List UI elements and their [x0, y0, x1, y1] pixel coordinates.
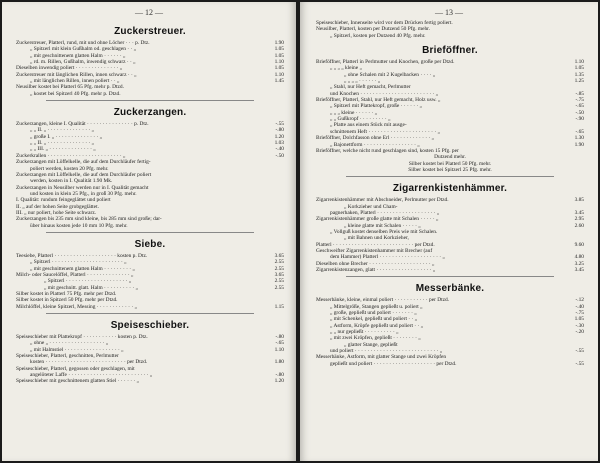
item-price: 9.60: [574, 241, 584, 248]
item-description: „ kostet bei Spitzerl 40 Pfg. mehr p. Dtzd.: [30, 90, 121, 97]
right-page: [300, 2, 598, 461]
section-divider: [346, 176, 554, 177]
item-description: „ mit zwei Kröpfen, gepließt · · · · · · · · „: [330, 335, 421, 342]
price-list-row: [316, 167, 584, 173]
item-description: angelöteter Laffe · · · · · · · · · · · · · · · · · · · · · · · · · · „: [30, 372, 153, 379]
item-description: Zuckerstreuer mit länglichen Rillen, innen schwarz · · „: [16, 71, 137, 78]
item-price: 1.15: [274, 303, 284, 310]
item-price: 1.05: [274, 46, 284, 53]
item-description: Geschweifter Zigarrenkistenhammer mit Brecher (auf: [316, 247, 433, 254]
item-price: -.80: [275, 127, 284, 134]
item-description: „ Spitzerl mit Plattekropf, große · · · · · · „: [330, 103, 422, 110]
item-price: -.55: [575, 348, 584, 355]
item-description: „ „ III. „ · · · · · · · · · · · · · · „: [30, 146, 96, 153]
item-description: Zuckerzangen, kleine I. Qualität · · · · · · · · · · · · · · · p. Dtz.: [16, 121, 149, 128]
item-description: „ „ „ „ · · · · · · „: [344, 78, 381, 85]
item-description: Zigarrenkistenhämmer mit Abschneider, Perlmutter per Dtzd.: [316, 197, 449, 204]
item-price: 3.45: [574, 267, 584, 273]
item-price: -.75: [575, 310, 584, 317]
item-description: Speiseschieber, Platterl, gegossen oder geschlagen, mit: [16, 365, 135, 372]
item-description: „ Spitzerl, kosten per Dutzend 40 Pfg. mehr.: [330, 32, 426, 39]
item-description: Speiseschieber, Innenseite wird vor dem Drücken fertig poliert.: [316, 20, 453, 26]
item-description: III. „ nur poliert, hohe Seite schwarz.: [16, 209, 97, 216]
item-price: 2.55: [274, 265, 284, 272]
price-list-row: [16, 91, 284, 97]
price-list-row: [316, 267, 584, 273]
item-price: 1.90: [274, 40, 284, 46]
item-price: 1.45: [274, 78, 284, 85]
item-description: „ glatter Stange, gepließt: [344, 341, 398, 348]
item-price: 2.60: [574, 222, 584, 229]
item-description: Silber kostet bei Spitzerl 25 Pfg. mehr.: [408, 166, 492, 173]
item-price: -.65: [575, 128, 584, 135]
item-description: gepließt und poliert · · · · · · · · · · · · · · · · · · · · per Dtzd.: [330, 360, 457, 367]
item-price: 3.65: [274, 252, 284, 259]
item-description: „ „ „ „ kleine „: [330, 65, 362, 72]
item-price: -.75: [575, 97, 584, 104]
item-description: „ Stahl, nur Heft gemacht, Perlmutter: [330, 84, 411, 91]
item-price: -.50: [275, 152, 284, 159]
item-price: 1.10: [274, 71, 284, 78]
item-description: „ „ nur gepließt · · · · · · · · · · „: [330, 329, 399, 336]
item-description: Zuckerzangen in Neusilber werden nur in I. Qualität gemacht: [16, 184, 149, 191]
item-price: 3.25: [574, 260, 584, 267]
item-description: poliert werden, kosten 20 Pfg. mehr.: [30, 165, 109, 172]
item-description: „ rd. m. Rillen, Gußhalm, inwendig schwarz · · „: [30, 59, 136, 66]
price-list-row: [16, 304, 284, 310]
item-price: -.65: [275, 340, 284, 347]
item-description: Platterl · · · · · · · · · · · · · · · · · · · · · · · · · · per Dtzd.: [316, 241, 435, 248]
item-price: -.40: [575, 303, 584, 310]
item-description: Silber kostet bei Platterl 50 Pfg. mehr.: [408, 160, 492, 167]
item-description: Silber kostet in Spitzerl 50 Pfg. mehr per Dtzd.: [16, 297, 118, 304]
item-description: Brieföffner, Platterl in Perlmutter und Knochen, große per Dtzd.: [316, 59, 455, 66]
item-description: und poliert · · · · · · · · · · · · · · · · · · · · · · · · · · · „: [330, 348, 443, 355]
item-price: -.80: [275, 334, 284, 341]
item-description: Neusilber, Platterl, kosten per Dutzend 50 Pfg. mehr.: [316, 26, 431, 33]
item-description: „ mit Schenkel, gepließt und poliert · · „: [330, 316, 417, 323]
item-price: -.12: [575, 297, 584, 304]
section-heading: Siebe.: [134, 238, 166, 250]
item-description: Milchlöffel, kleine Spitzerl, Messing · · · · · · · · · · · · „: [16, 303, 137, 310]
item-description: Brieföffner, welche nicht rund geschlagen sind, kosten 15 Pfg. per: [316, 147, 459, 154]
item-description: kosten · · · · · · · · · · · · · · · · · · · · · · · · · · per Dtzd.: [30, 359, 148, 366]
item-price: 1.80: [274, 359, 284, 366]
item-description: „ Spitzerl · · · · · · · · · · · · · · · · · · · · „: [44, 278, 132, 285]
item-price: -.85: [575, 90, 584, 97]
item-price: 3.85: [574, 197, 584, 204]
item-description: dem Hammer) Platterl · · · · · · · · · · · · · · · · · · · · „: [330, 254, 445, 261]
section-heading: Zuckerstreuer.: [114, 26, 186, 37]
page-number: — 13 —: [435, 8, 463, 17]
item-description: II. „ auf der hohen Seite grobgeglättet.: [16, 203, 99, 210]
item-description: Teesiebe, Platterl · · · · · · · · · · · · · · · · · · · · kosten p. Dtz.: [16, 252, 148, 259]
item-price: 1.30: [574, 135, 584, 142]
item-description: „ Platte aus einem Stück mit ausge-: [330, 122, 407, 129]
item-price: -.90: [575, 116, 584, 123]
item-description: Zuckerzangen mit Löffelkelle, die auf dem Durchläufer fertig-: [16, 159, 151, 166]
item-description: „ mit geschnittenem glatten Halm · · · · · · „: [30, 52, 126, 59]
item-description: Speiseschieber mit geschnittenem glatten Stiel · · · · · · „: [16, 378, 139, 385]
item-description: I. Qualität: rundum feingeglättet und poliert: [16, 197, 111, 204]
item-description: Neusilber kostet bei Platterl 65 Pfg. mehr p. Dtzd.: [16, 84, 124, 91]
item-description: „ Korkzieher und Cham-: [344, 203, 398, 210]
item-description: Zigarrenkistenzangen, glatt · · · · · · · · · · · · · · · · · · „: [316, 267, 436, 273]
item-price: 2.95: [574, 216, 584, 223]
item-price: -.80: [275, 372, 284, 379]
section-divider: [346, 276, 554, 277]
item-price: 1.05: [574, 316, 584, 323]
item-description: „ Vollguß kostet denselben Preis wie mit Schalen.: [330, 228, 438, 235]
item-description: „ „ „ kleine · · · · · · „: [330, 109, 377, 116]
item-price: 1.20: [274, 133, 284, 140]
price-list-row: [316, 361, 584, 367]
item-description: Zuckerzangen bis 235 mm sind kleine, bis 285 mm sind große; dar-: [16, 216, 162, 223]
section-divider: [46, 313, 254, 314]
item-description: „ „ II. „ · · · · · · · · · · · · · · „: [30, 127, 94, 134]
item-description: und kosten in klein 25 Pfg., in groß 30 Pfg. mehr.: [30, 190, 137, 197]
item-price: -.20: [575, 329, 584, 336]
item-description: Silber kostet in Platterl 75 Pfg. mehr per Dtzd.: [16, 291, 117, 297]
item-description: „ mit Halmstiel · · · · · · · · · · · · · · · · · · „: [30, 346, 124, 353]
item-description: „ große I. „ · · · · · · · · · · · · · · „: [30, 133, 102, 140]
item-price: 1.25: [574, 78, 584, 85]
item-description: „ kleine glatte mit Schalen · · · · · „: [344, 222, 421, 229]
item-price: 1.20: [274, 378, 284, 385]
item-description: Speiseschieber mit Plattekropf · · · · · · · · · · · kosten p. Dtz.: [16, 334, 148, 341]
item-price: 1.35: [574, 71, 584, 78]
item-price: 2.55: [274, 259, 284, 266]
item-price: 1.10: [574, 59, 584, 66]
item-price: 4.80: [574, 254, 584, 261]
item-description: Dieselben ohne Brecher · · · · · · · · · · · · · · · · · · · · „: [316, 260, 435, 267]
item-description: „ mit Bahnen und Korkzieher,: [344, 235, 409, 242]
item-price: -.55: [275, 121, 284, 128]
item-description: „ ohne „ · · · · · · · · · · · · · · · · · · „: [30, 340, 109, 347]
section-heading: Messerbänke.: [415, 283, 485, 295]
item-price: -.65: [575, 103, 584, 110]
left-page: [2, 2, 296, 461]
item-description: und Knochen · · · · · · · · · · · · · · · · · · · · · · · · „: [330, 90, 439, 97]
item-price: -.55: [575, 360, 584, 367]
item-price: 2.55: [274, 278, 284, 285]
item-price: 1.05: [274, 52, 284, 59]
item-description: schnittenem Heft · · · · · · · · · · · · · · · · · · · · · · „: [330, 128, 440, 135]
item-description: Brieföffner, Dolchfasson ohne Erl · · · · · · · · · · · · · „: [316, 135, 434, 142]
item-description: Zuckerstreuer, Platterl, rund, mit und ohne Löcher · · · p. Dtz.: [16, 40, 150, 46]
item-description: Milch- oder Saucelöffel, Platterl · · · · · · · · · · · · · · „: [16, 271, 134, 278]
item-description: Speiseschieber, Platterl, geschnitten, Perlmutter: [16, 353, 119, 360]
item-description: pagnerhaken, Platterl · · · · · · · · · · · · · · · · · · · „: [330, 209, 440, 216]
item-price: 1.05: [274, 65, 284, 72]
item-price: 1.05: [574, 65, 584, 72]
item-description: Dutzend mehr.: [434, 154, 466, 161]
item-description: Messerbänke, kleine, einmal poliert · · · · · · · · · · · per Dtzd.: [316, 297, 450, 304]
item-price: 1.10: [274, 59, 284, 66]
item-price: 3.45: [574, 209, 584, 216]
item-description: „ mit geschnittenem glatten Halm · · · · · · · · · „: [30, 265, 135, 272]
item-description: Zuckerzangen mit Löffelkelle, die auf dem Durchläufer poliert: [16, 171, 152, 178]
item-description: „ Mittelgröße, Stangen gepließt u. poliert „: [330, 303, 423, 310]
item-description: Dieselben inwendig poliert · · · · · · · · · · · · · · „: [16, 65, 123, 72]
section-heading: Zuckerzangen.: [113, 107, 187, 119]
price-list-row: [16, 378, 284, 384]
item-description: „ Spitzerl · · · · · · · · · · · · · · · · · · · · · · · „: [30, 259, 127, 266]
section-divider: [46, 100, 254, 101]
section-heading: Speiseschieber.: [110, 320, 190, 332]
page-number: — 12 —: [135, 8, 163, 17]
item-description: über hinaus kosten jede 10 mm 10 Pfg. mehr.: [30, 222, 128, 229]
item-price: -.40: [275, 146, 284, 153]
item-price: 2.55: [274, 284, 284, 291]
item-price: -.30: [575, 322, 584, 329]
item-description: „ Astform, Kröpfe gepließt und poliert · · „: [330, 322, 423, 329]
price-list-row: [16, 223, 284, 229]
item-price: 1.10: [274, 346, 284, 353]
item-description: „ mit länglichen Rillen, innen poliert · · „: [30, 78, 120, 85]
item-price: -.50: [575, 109, 584, 116]
item-description: „ „ Gußkropf · · · · · · · · · „: [330, 116, 391, 123]
item-description: „ mit geschnitt. glatt. Halm · · · · · · · · · · „: [44, 284, 138, 291]
item-description: „ „ II. „ · · · · · · · · · · · · · · „: [30, 140, 94, 147]
item-description: Brieföffner, Platterl, Stahl, nur Heft gemacht, Holz usw. „: [316, 97, 441, 104]
item-description: „ große, gepließt und poliert · · · · · · · „: [330, 310, 417, 317]
price-list-row: [316, 33, 584, 39]
item-price: 1.90: [574, 141, 584, 148]
item-price: 1.03: [274, 140, 284, 147]
item-price: 3.65: [274, 271, 284, 278]
right-page-content: [316, 20, 584, 367]
section-heading: Brieföffner.: [422, 45, 478, 57]
item-description: „ Spitzerl mit klein Gußhalm od. geschlagen · · „: [30, 46, 136, 53]
item-description: „ ohne Schalen mit 2 Kugelbacken · · · · „: [344, 71, 436, 78]
item-description: werden, kosten in I. Qualität 1.90 Mk.: [30, 178, 113, 185]
section-divider: [46, 232, 254, 233]
item-description: Zigarrenkistenhämmer große glatte mit Schalen · · · · · „: [316, 216, 439, 223]
item-description: Messerbänke, Astform, mit glatter Stange und zwei Kröpfen: [316, 354, 447, 361]
section-heading: Zigarrenkistenhämmer.: [392, 183, 508, 195]
left-page-content: [16, 20, 284, 385]
item-description: Zuckerkrallen · · · · · · · · · · · · · · · · · · · · · · · · „: [16, 152, 126, 159]
item-description: „ Bajonettform · · · · · · · · · · · · · · · · · „: [330, 141, 420, 148]
